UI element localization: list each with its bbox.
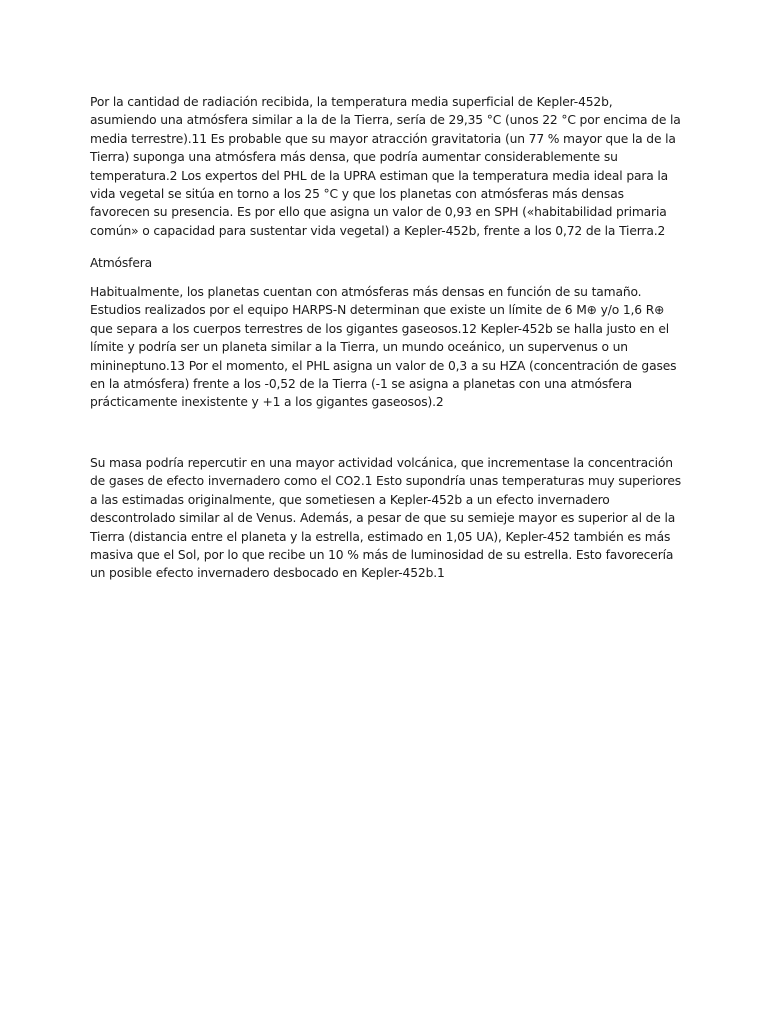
paragraph-temperature: Por la cantidad de radiación recibida, la temperatura media superficial de Kepler-452b, asumiendo una atmósfera similar a la de la Tierra, sería de 29,35 °C (unos 22 °C por encima de la media terrestre).11 Es probable que su mayor atracción gravitatoria (un 77 % mayor que la de la Tierra) suponga una atmósfera más densa, que podría aumentar considerablemente su temperatura.2 Los expertos del PHL de la UPRA estiman que la temperatura media ideal para la vida vegetal se sitúa en torno a los 25 °C y que los planetas con atmósferas más densas favorecen su presencia. Es por ello que asigna un valor de 0,93 en SPH («habitabilidad primaria común» o capacidad para sustentar vida vegetal) a Kepler-452b, frente a los 0,72 de la Tierra.2	[90, 95, 681, 238]
paragraph-atmosphere: Habitualmente, los planetas cuentan con atmósferas más densas en función de su tamaño. Estudios realizados por el equipo HARPS-N determinan que existe un límite de 6 M⊕ y/o 1,6 R⊕ que separa a los cuerpos terrestres de los gigantes gaseosos.12 Kepler-452b se halla justo en el límite y podría ser un planeta similar a la Tierra, un mundo oceánico, un supervenus o un minineptuno.13 Por el momento, el PHL asigna un valor de 0,3 a su HZA (concentración de gases en la atmósfera) frente a los -0,52 de la Tierra (-1 se asigna a planetas con una atmósfera prácticamente inexistente y +1 a los gigantes gaseosos).2	[90, 285, 677, 410]
paragraph-greenhouse: Su masa podría repercutir en una mayor actividad volcánica, que incrementase la concentración de gases de efecto invernadero como el CO2.1 Esto supondría unas temperaturas muy superiores a las estimadas originalmente, que sometiesen a Kepler-452b a un efecto invernadero descontrolado similar al de Venus. Además, a pesar de que su semieje mayor es superior al de la Tierra (distancia entre el planeta y la estrella, estimado en 1,05 UA), Kepler-452 también es más masiva que el Sol, por lo que recibe un 10 % más de luminosidad de su estrella. Esto favorecería un posible efecto invernadero desbocado en Kepler-452b.1	[90, 456, 682, 581]
section-heading-atmosfera: Atmósfera	[90, 256, 153, 270]
